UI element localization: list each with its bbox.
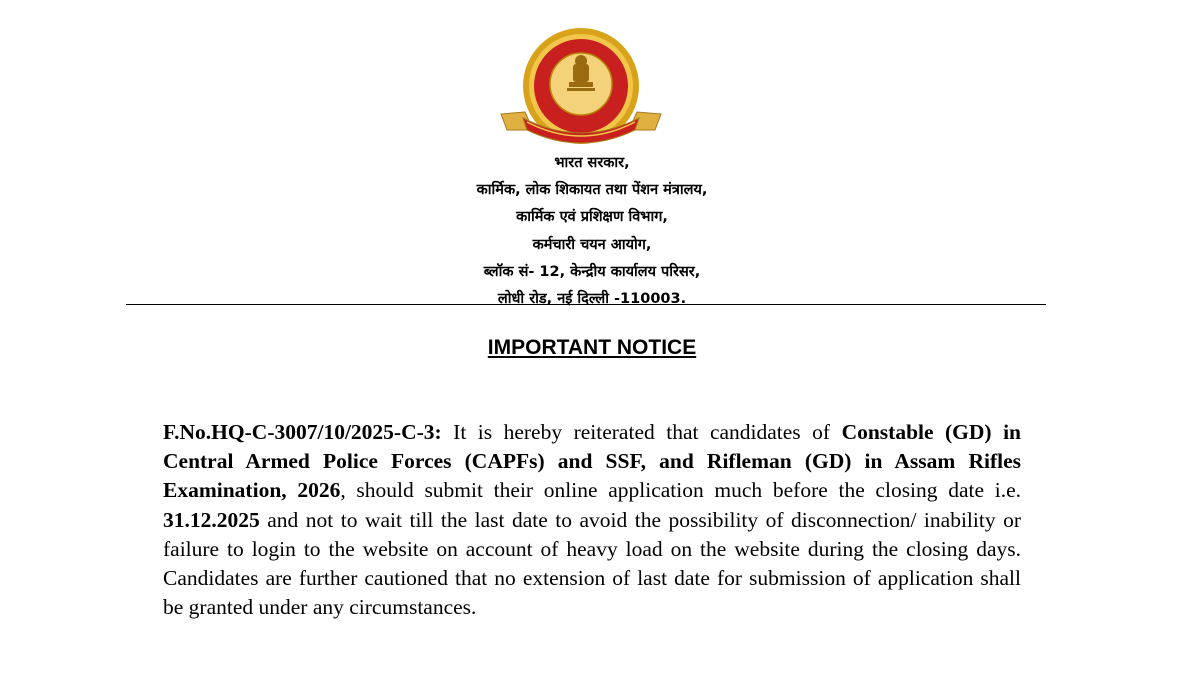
ssc-logo — [497, 26, 665, 152]
header-divider — [126, 304, 1046, 305]
file-number: F.No.HQ-C-3007/10/2025-C-3: — [163, 420, 442, 444]
notice-body — [163, 418, 1021, 622]
address-line: कार्मिक, लोक शिकायत तथा पेंशन मंत्रालय, — [476, 182, 708, 199]
address-line: भारत सरकार, — [554, 155, 630, 171]
notice-text-3: and not to wait till the last date to avoid the possibility of disconnection/ inability or failure to login to the website on account of heavy load on the website during the closing days. Candidates are further cautioned that no extension of last date for submission of application shall be granted under any circumstances. — [163, 507, 1021, 620]
address-line: ब्लॉक सं- 12, केन्द्रीय कार्यालय परिसर, — [483, 263, 701, 280]
notice-text-1: It is hereby reiterated that candidates of — [441, 420, 842, 444]
address-line: कार्मिक एवं प्रशिक्षण विभाग, — [516, 209, 668, 226]
address-line: लोधी रोड, नई दिल्ली -110003. — [497, 291, 687, 308]
notice-title: IMPORTANT NOTICE — [487, 336, 697, 359]
exam-name: Constable (GD) in Central Armed Police Forces (CAPFs) and SSF, and Rifleman (GD) in Assam Rifles Examination, 2026 — [163, 420, 1022, 503]
ssc-emblem-icon — [497, 26, 665, 152]
closing-date: 31.12.2025 — [163, 507, 260, 532]
notice-text-2: , should submit their online application much before the closing date i.e. — [340, 478, 1021, 503]
ministry-address — [300, 150, 884, 313]
address-line: कर्मचारी चयन आयोग, — [532, 236, 652, 253]
